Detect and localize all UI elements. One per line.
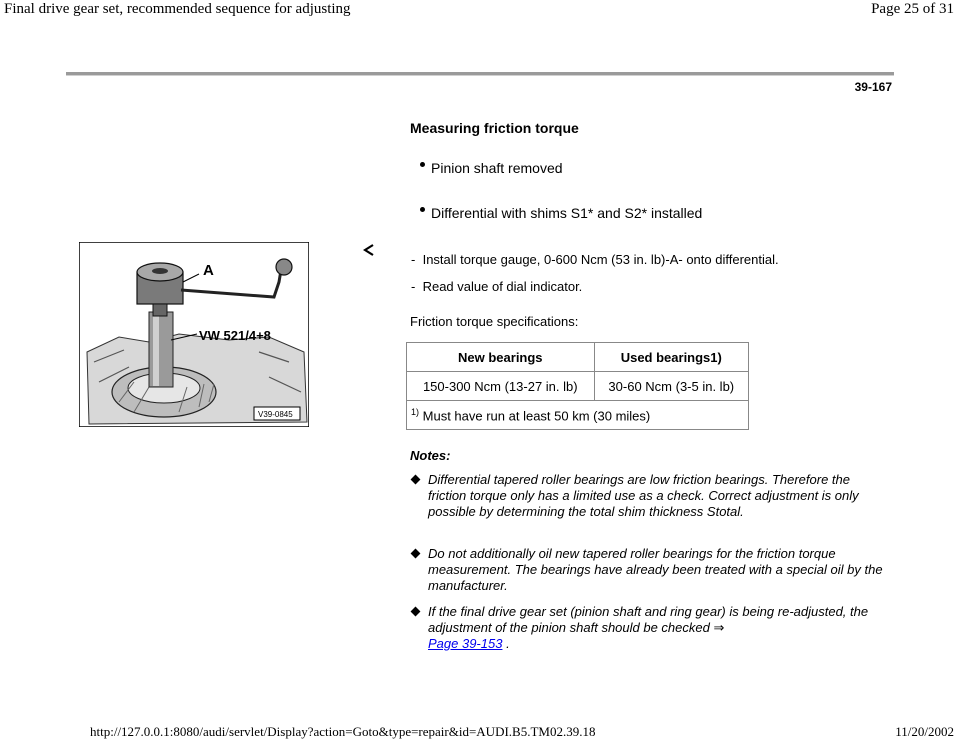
table-header-row (407, 343, 749, 372)
torque-gauge-figure (79, 242, 309, 427)
footnote-text: Must have run at least 50 km (30 miles) (422, 408, 651, 424)
note-text: Differential tapered roller bearings are low friction bearings. Therefore the friction torque only has a limited use as a check. Correct adjustment is only possible by determining the total shim thickness Stotal. (428, 472, 859, 519)
bullet-icon (420, 162, 425, 167)
figure-label-a: A (203, 262, 214, 279)
page-link[interactable]: Page 39-153 (428, 636, 503, 651)
note-text: Do not additionally oil new tapered roller bearings for the friction torque measurement. The bearings have already been treated with a special oil by the manufacturer. (428, 546, 883, 593)
step-item (411, 279, 582, 294)
table-header: Used bearings1) (594, 343, 748, 372)
footnote-mark: 1) (411, 406, 420, 417)
bullet-text: Differential with shims S1* and S2* installed (431, 205, 703, 221)
table-row (407, 372, 749, 401)
link-suffix: . (502, 636, 510, 651)
footer-date: 11/20/2002 (895, 724, 954, 739)
table-footnote (407, 401, 749, 430)
top-rule (66, 72, 894, 76)
figure-tool-label: VW 521/4+8 (199, 328, 271, 343)
note-text-container (428, 604, 884, 652)
spec-table (406, 342, 749, 430)
document-title: Final drive gear set, recommended sequence for adjusting (4, 1, 351, 17)
diamond-bullet-icon (411, 607, 421, 617)
note-item (412, 472, 882, 540)
bullet-text: Pinion shaft removed (431, 160, 563, 176)
table-cell: 150-300 Ncm (13-27 in. lb) (407, 372, 595, 401)
table-footnote-row (407, 401, 749, 430)
bullet-item (420, 205, 702, 221)
figure-reference: V39-0845 (258, 410, 293, 419)
step-dash: - (411, 252, 416, 267)
page-indicator: Page 25 of 31 (871, 1, 954, 17)
diamond-bullet-icon (411, 549, 421, 559)
note-item (412, 546, 882, 596)
step-text: Read value of dial indicator. (422, 279, 583, 294)
section-heading: Measuring friction torque (410, 120, 579, 136)
table-cell: 30-60 Ncm (3-5 in. lb) (594, 372, 748, 401)
arrow-left-icon (363, 244, 375, 256)
page-number: 39-167 (854, 80, 892, 94)
footer-url: http://127.0.0.1:8080/audi/servlet/Display?action=Goto&type=repair&id=AUDI.B5.TM02.39.18 (90, 724, 596, 739)
table-header: New bearings (407, 343, 595, 372)
bullet-icon (420, 207, 425, 212)
diamond-bullet-icon (411, 475, 421, 485)
step-text: Install torque gauge, 0-600 Ncm (53 in. lb)-A- onto differential. (422, 252, 779, 267)
spec-label: Friction torque specifications: (410, 314, 579, 329)
note-text: If the final drive gear set (pinion shaft and ring gear) is being re-adjusted, the adjustment of the pinion shaft should be checked ⇒ (428, 604, 869, 635)
bullet-item (420, 160, 563, 176)
notes-label: Notes: (410, 448, 451, 463)
note-item (412, 604, 882, 654)
step-item (411, 252, 779, 267)
step-dash: - (411, 279, 416, 294)
